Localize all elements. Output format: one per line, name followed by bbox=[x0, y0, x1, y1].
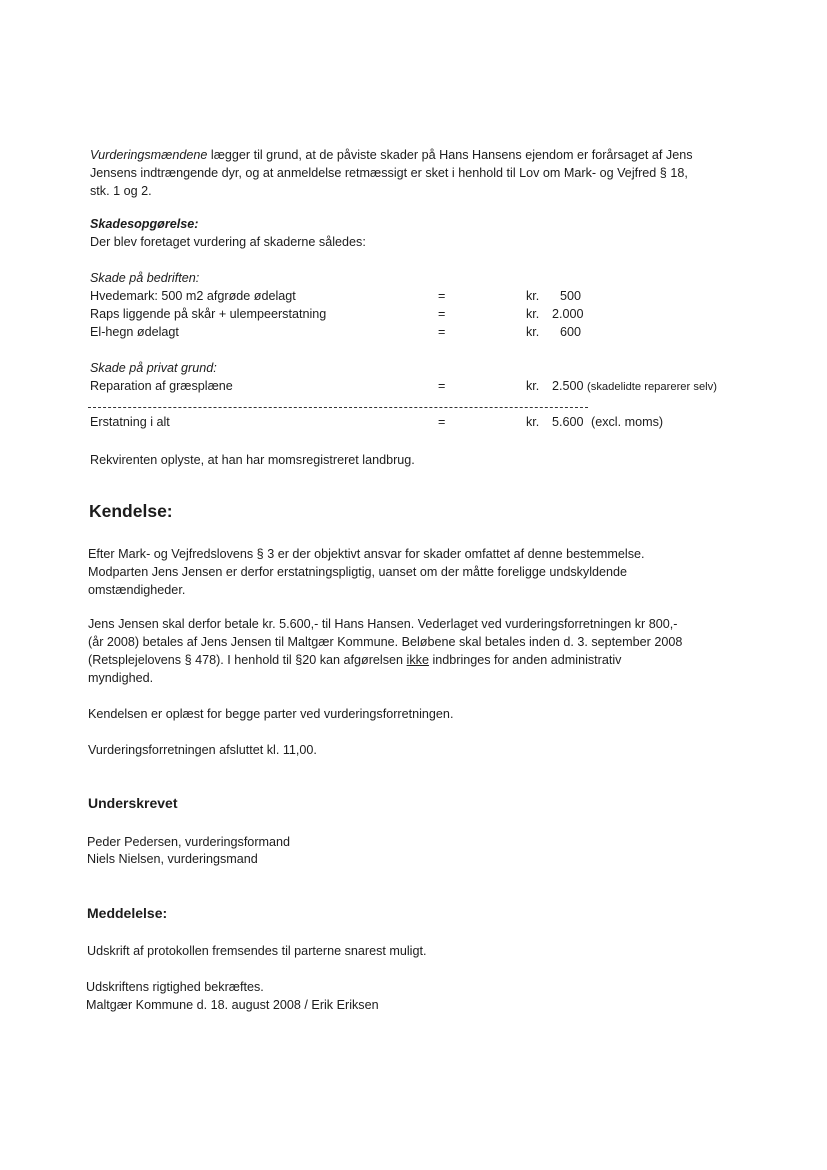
rekvirenten-text: Rekvirenten oplyste, at han har momsregistreret landbrug. bbox=[90, 453, 415, 467]
currency-label: kr. bbox=[526, 379, 540, 393]
underskrevet-heading: Underskrevet bbox=[88, 795, 178, 811]
damage-label: Reparation af græsplæne bbox=[90, 379, 233, 393]
signatory-name: Peder Pedersen, vurderingsformand bbox=[87, 835, 291, 849]
intro-italic-term: Vurderingsmændene bbox=[90, 148, 208, 162]
kendelse-p4: Vurderingsforretningen afsluttet kl. 11,00. bbox=[88, 743, 317, 757]
damage-label: Hvedemark: 500 m2 afgrøde ødelagt bbox=[90, 289, 296, 303]
damage-row bbox=[90, 378, 740, 395]
damage-amount bbox=[526, 378, 717, 396]
kendelse-p1-line: Efter Mark- og Vejfredslovens § 3 er der objektivt ansvar for skader omfattet af denne bestemmelse. bbox=[88, 547, 645, 561]
kendelse-p2-line: myndighed. bbox=[88, 671, 154, 685]
currency-label: kr. bbox=[526, 325, 540, 339]
total-row bbox=[90, 414, 740, 431]
equals-sign: = bbox=[438, 325, 446, 339]
kendelse-p2-line: (år 2008) betales af Jens Jensen til Maltgær Kommune. Beløbene skal betales inden d. 3. september 2008 bbox=[88, 635, 683, 649]
amount-value: 600 bbox=[560, 325, 582, 339]
total-amount bbox=[526, 414, 663, 431]
kendelse-p2-underlined: ikke bbox=[406, 653, 429, 667]
currency-label: kr. bbox=[526, 289, 540, 303]
amount-value: 2.500 bbox=[552, 379, 584, 393]
intro-line-3: stk. 1 og 2. bbox=[90, 184, 152, 198]
kendelse-p2-line bbox=[88, 652, 621, 669]
damage-amount bbox=[526, 306, 584, 323]
currency-label: kr. bbox=[526, 307, 540, 321]
signatory-name: Niels Nielsen, vurderingsmand bbox=[87, 852, 258, 866]
meddelelse-heading: Meddelelse: bbox=[87, 905, 168, 921]
currency-label: kr. bbox=[526, 415, 540, 429]
damage-label: El-hegn ødelagt bbox=[90, 325, 179, 339]
privat-heading: Skade på privat grund: bbox=[90, 361, 217, 375]
intro-line-2: Jensens indtrængende dyr, og at anmeldelse retmæssigt er sket i henhold til Lov om Mark- og Vejfred § 18, bbox=[90, 166, 688, 180]
intro-line-1 bbox=[90, 147, 693, 164]
amount-note: (excl. moms) bbox=[591, 415, 664, 429]
skadesopgorelse-text: Der blev foretaget vurdering af skaderne således: bbox=[90, 235, 366, 249]
kendelse-p1-line: omstændigheder. bbox=[88, 583, 186, 597]
meddelelse-p1: Udskrift af protokollen fremsendes til parterne snarest muligt. bbox=[87, 944, 427, 958]
equals-sign: = bbox=[438, 379, 446, 393]
total-label: Erstatning i alt bbox=[90, 415, 170, 429]
kendelse-p3: Kendelsen er oplæst for begge parter ved vurderingsforretningen. bbox=[88, 707, 454, 721]
kendelse-p2-post: indbringes for anden administrativ bbox=[428, 653, 622, 667]
equals-sign: = bbox=[438, 307, 446, 321]
kendelse-heading: Kendelse: bbox=[89, 501, 173, 521]
kendelse-p1-line: Modparten Jens Jensen er derfor erstatningspligtig, uanset om der måtte foreligge undskyldende bbox=[88, 565, 628, 579]
amount-value: 2.000 bbox=[552, 307, 584, 321]
bedriften-heading: Skade på bedriften: bbox=[90, 271, 200, 285]
kendelse-p2-line: Jens Jensen skal derfor betale kr. 5.600,- til Hans Hansen. Vederlaget ved vurderingsforretningen kr 800,- bbox=[88, 617, 678, 631]
intro-line-1-rest: lægger til grund, at de påviste skader på Hans Hansens ejendom er forårsaget af Jens bbox=[207, 148, 693, 162]
meddelelse-p2-line: Udskriftens rigtighed bekræftes. bbox=[86, 980, 264, 994]
equals-sign: = bbox=[438, 415, 446, 429]
damage-row bbox=[90, 306, 740, 323]
skadesopgorelse-heading: Skadesopgørelse: bbox=[90, 217, 199, 231]
amount-value: 500 bbox=[560, 289, 582, 303]
meddelelse-p2-line: Maltgær Kommune d. 18. august 2008 / Erik Eriksen bbox=[86, 998, 379, 1012]
damage-row bbox=[90, 288, 740, 305]
amount-value: 5.600 bbox=[552, 415, 584, 429]
damage-amount bbox=[526, 288, 581, 305]
damage-row bbox=[90, 324, 740, 341]
kendelse-p2-pre: (Retsplejelovens § 478). I henhold til §20 kan afgørelsen bbox=[88, 653, 407, 667]
damage-label: Raps liggende på skår + ulempeerstatning bbox=[90, 307, 327, 321]
amount-note: (skadelidte reparerer selv) bbox=[587, 381, 717, 393]
total-divider bbox=[88, 407, 588, 408]
damage-amount bbox=[526, 324, 581, 341]
equals-sign: = bbox=[438, 289, 446, 303]
